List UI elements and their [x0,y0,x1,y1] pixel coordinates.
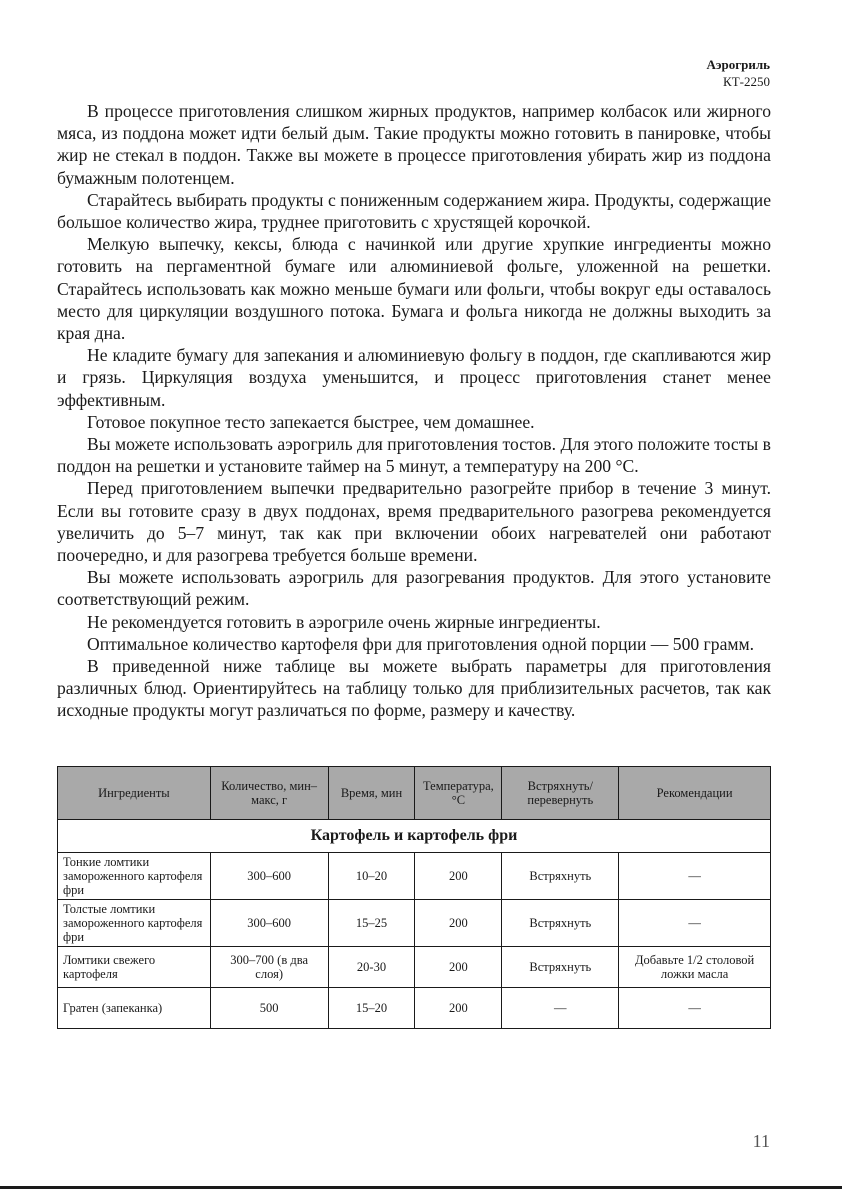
cell-time: 15–20 [328,988,415,1029]
paragraph: Вы можете использовать аэрогриль для разогревания продуктов. Для этого установите соответствующий режим. [57,567,771,610]
cell-recommendation: — [619,853,771,900]
table-row [58,853,771,900]
cell-shake: Встряхнуть [502,947,619,988]
paragraph: Перед приготовлением выпечки предварительно разогрейте прибор в течение 3 минут. Если вы готовите сразу в двух поддонах, время предварительного разогрева рекомендуется увеличить до 5–7 минут, так как при включении обоих нагревателей они работают поочередно, и для разогрева требуется больше времени. [57,478,771,566]
cell-shake: Встряхнуть [502,853,619,900]
column-header-ingredients: Ингредиенты [58,767,211,820]
cell-ingredient: Тонкие ломтики замороженного картофеля фри [58,853,211,900]
cooking-parameters-table [57,766,771,1029]
cell-quantity: 300–600 [210,900,328,947]
cell-shake: — [502,988,619,1029]
cell-temperature: 200 [415,988,502,1029]
column-header-time: Время, мин [328,767,415,820]
cell-temperature: 200 [415,947,502,988]
table-header-row [58,767,771,820]
paragraph: Оптимальное количество картофеля фри для приготовления одной порции — 500 грамм. [87,633,755,654]
cell-time: 10–20 [328,853,415,900]
table-row [58,947,771,988]
section-title: Картофель и картофель фри [58,820,771,853]
column-header-quantity: Количество, мин–макс, г [210,767,328,820]
column-header-temperature: Температура, °C [415,767,502,820]
cell-temperature: 200 [415,853,502,900]
cell-recommendation: Добавьте 1/2 столовой ложки масла [619,947,771,988]
cell-shake: Встряхнуть [502,900,619,947]
cell-quantity: 300–600 [210,853,328,900]
cell-quantity: 300–700 (в два слоя) [210,947,328,988]
cell-quantity: 500 [210,988,328,1029]
running-header [706,56,770,90]
cell-ingredient: Толстые ломтики замороженного картофеля фри [58,900,211,947]
cell-recommendation: — [619,988,771,1029]
paragraph: Старайтесь выбирать продукты с пониженным содержанием жира. Продукты, содержащие большое количество жира, труднее приготовить с хрустящей корочкой. [57,189,771,233]
paragraph: Мелкую выпечку, кексы, блюда с начинкой или другие хрупкие ингредиенты можно готовить на пергаментной бумаге или алюминиевой фольге, уложенной на решетки. Старайтесь использовать как можно меньше бумаги или фольги, чтобы вокруг еды оставалось место для циркуляции воздушного потока. Бумага и фольга никогда не должны выходить за края дна. [57,234,771,344]
table-row [58,900,771,947]
cell-time: 20-30 [328,947,415,988]
cell-time: 15–25 [328,900,415,947]
paragraph: Готовое покупное тесто запекается быстрее, чем домашнее. [87,411,535,432]
cell-recommendation: — [619,900,771,947]
page-number: 11 [752,1131,770,1151]
header-brand: Аэрогриль [706,57,770,72]
cell-temperature: 200 [415,900,502,947]
table-row [58,988,771,1029]
column-header-shake: Встряхнуть/ перевернуть [502,767,619,820]
paragraph: Не рекомендуется готовить в аэрогриле очень жирные ингредиенты. [87,611,601,632]
paragraph: В приведенной ниже таблице вы можете выбрать параметры для приготовления различных блюд. Ориентируйтесь на таблицу только для приблизительных расчетов, так как исходные продукты могут различаться по форме, размеру и качеству. [57,656,771,721]
cell-ingredient: Гратен (запеканка) [58,988,211,1029]
paragraph: Вы можете использовать аэрогриль для приготовления тостов. Для этого положите тосты в поддон на решетки и установите таймер на 5 минут, а температуру на 200 °C. [57,434,771,477]
paragraph: Не кладите бумагу для запекания и алюминиевую фольгу в поддон, где скапливаются жир и грязь. Циркуляция воздуха уменьшится, и процесс приготовления станет менее эффективным. [57,345,771,410]
paragraph: В процессе приготовления слишком жирных продуктов, например колбасок или жирного мяса, из поддона может идти белый дым. Такие продукты можно готовить в панировке, чтобы жир не стекал в поддон. Также вы можете в процессе приготовления убирать жир из поддона бумажным полотенцем. [57,101,771,188]
cell-ingredient: Ломтики свежего картофеля [58,947,211,988]
table-section-row [58,820,771,853]
header-model: КТ-2250 [723,74,770,89]
body-text [57,100,771,722]
column-header-recommendations: Рекомендации [619,767,771,820]
